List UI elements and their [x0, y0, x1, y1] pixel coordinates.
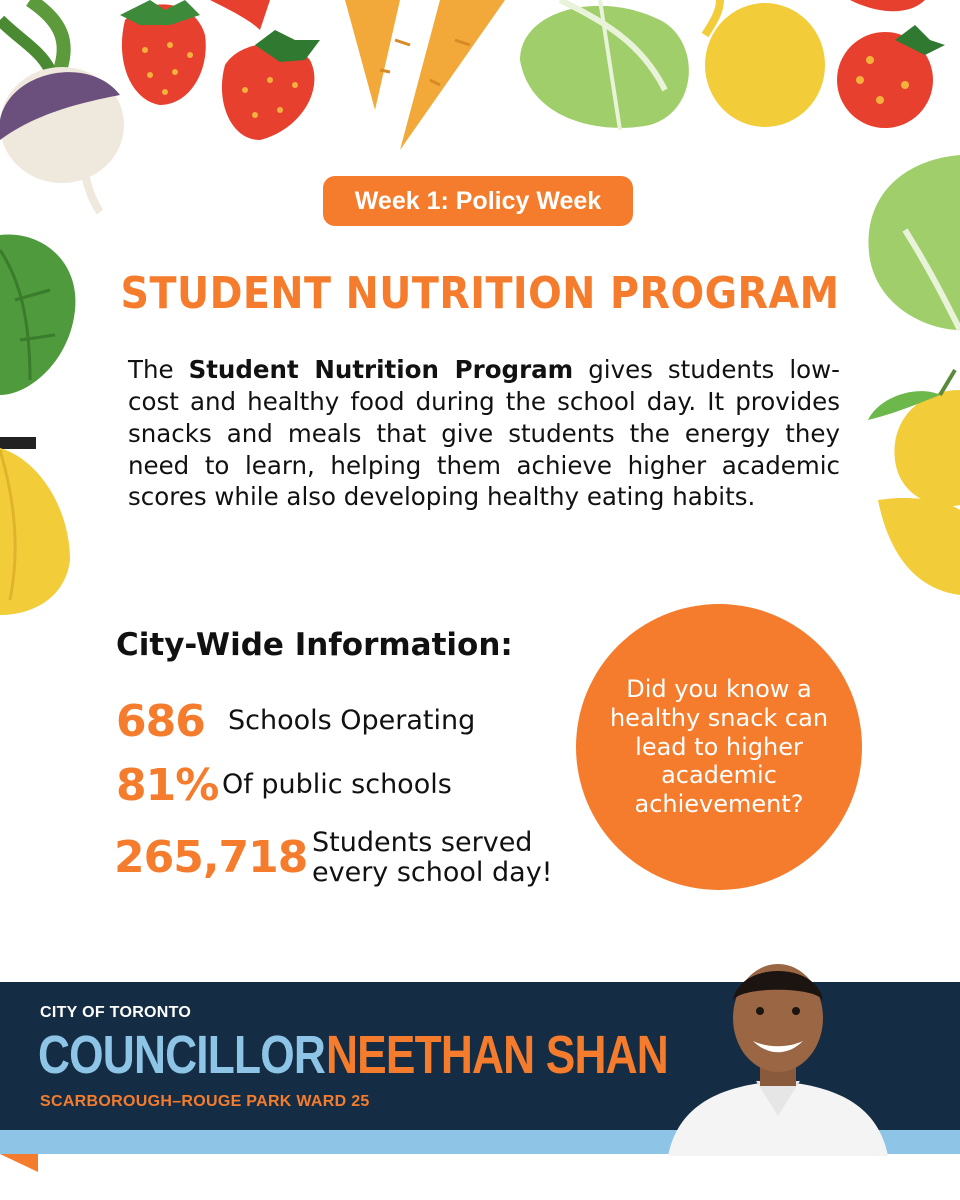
corner-accent: [0, 1154, 40, 1174]
footer-role: COUNCILLOR: [38, 1025, 325, 1085]
week-badge-label: Week 1: Policy Week: [354, 186, 602, 215]
stat-students-label-line1: Students served: [312, 827, 533, 858]
stat-percent-value: 81%: [116, 760, 219, 811]
stat-students-label: [312, 828, 553, 887]
fact-callout: [576, 604, 862, 890]
banana-icon: [0, 437, 70, 615]
lettuce-icon: [520, 0, 689, 130]
footer-city: CITY OF TORONTO: [40, 1004, 192, 1021]
intro-text: gives students low-cost and healthy food during the school day. It provides snacks and meals that give students the energy they need to learn, helping them achieve higher academic scores while also developing healthy eating habits.: [128, 355, 840, 512]
intro-paragraph: [128, 354, 840, 513]
stat-students-label-line2: every school day!: [312, 856, 553, 888]
stat-schools-label: Schools Operating: [228, 705, 476, 736]
stat-students-value: 265,718: [114, 832, 308, 883]
carrot-icon: [345, 0, 505, 150]
intro-program-name: Student Nutrition Program: [188, 355, 574, 384]
turnip-icon: [0, 0, 124, 212]
tomato-icon: [837, 0, 945, 128]
strawberry-icon: [120, 0, 206, 105]
councillor-portrait: [668, 956, 888, 1156]
page-title: STUDENT NUTRITION PROGRAM: [120, 268, 840, 319]
week-badge: [323, 176, 633, 226]
intro-lead: The: [128, 355, 189, 384]
stats-title: City-Wide Information:: [116, 627, 513, 663]
strawberry-icon: [210, 0, 320, 140]
stat-percent-label: Of public schools: [222, 769, 452, 800]
footer-ward: SCARBOROUGH–ROUGE PARK WARD 25: [40, 1093, 370, 1110]
lemon-icon: [868, 370, 960, 595]
stat-schools-value: 686: [116, 696, 205, 747]
footer-name: NEETHAN SHAN: [326, 1025, 668, 1085]
lemon-icon: [705, 0, 825, 127]
fact-callout-text: Did you know a healthy snack can lead to higher academic achievement?: [609, 675, 829, 819]
